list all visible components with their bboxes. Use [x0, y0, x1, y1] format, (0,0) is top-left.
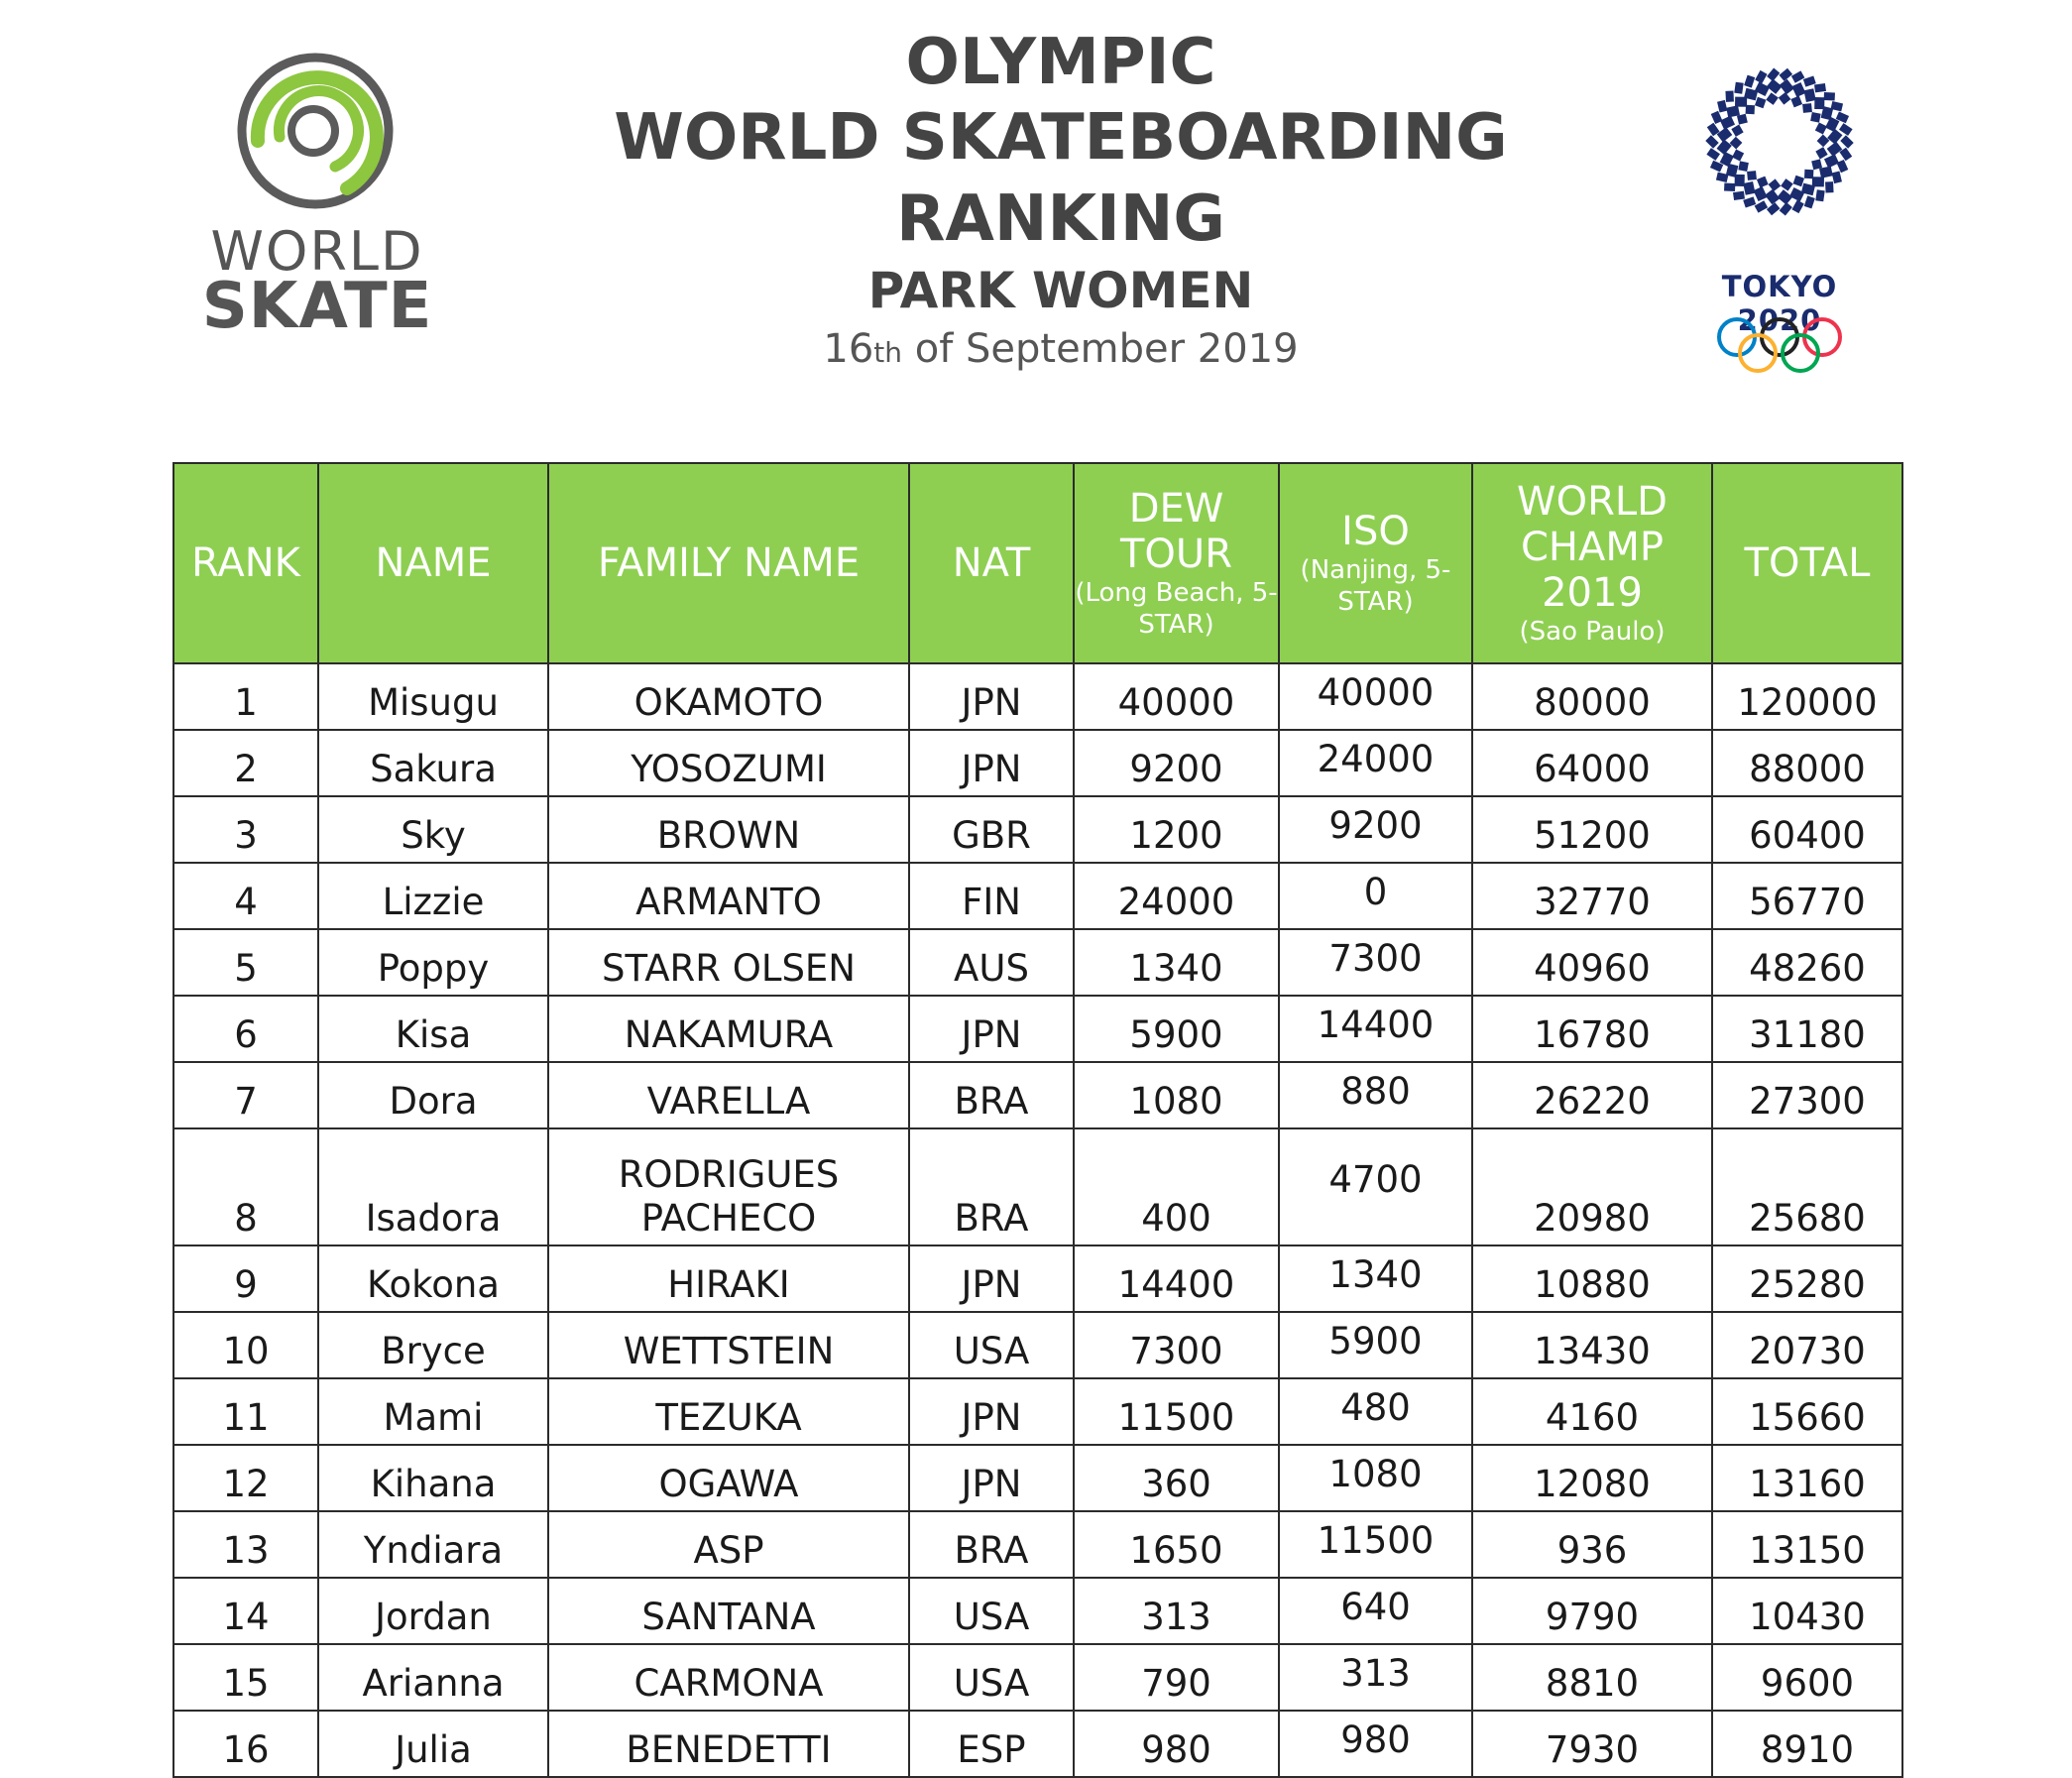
cell-world-champ: 8810: [1472, 1644, 1712, 1711]
cell-rank: 14: [173, 1578, 318, 1644]
emblem-check: [1757, 177, 1769, 188]
emblem-check: [1755, 97, 1766, 108]
cell-world-champ: 10880: [1472, 1245, 1712, 1312]
cell-iso: 9200: [1279, 796, 1472, 863]
cell-world-champ: 20980: [1472, 1128, 1712, 1245]
cell-family-name: WETTSTEIN: [548, 1312, 909, 1378]
cell-dew-tour: 1080: [1074, 1062, 1279, 1128]
cell-iso: 0: [1279, 863, 1472, 929]
emblem-check: [1790, 96, 1802, 108]
emblem-check: [1815, 147, 1827, 159]
table-row: [173, 1378, 1902, 1445]
cell-dew-tour: 360: [1074, 1445, 1279, 1511]
emblem-check: [1803, 88, 1815, 102]
cell-world-champ: 13430: [1472, 1312, 1712, 1378]
cell-name: Mami: [318, 1378, 548, 1445]
world-skate-word-skate: SKATE: [201, 270, 433, 343]
cell-family-name: HIRAKI: [548, 1245, 909, 1312]
cell-family-name: OGAWA: [548, 1445, 909, 1511]
emblem-check: [1732, 149, 1744, 161]
cell-family-name: ASP: [548, 1511, 909, 1578]
cell-iso: 640: [1279, 1578, 1472, 1644]
emblem-check: [1791, 70, 1805, 82]
col-header-iso: [1279, 463, 1472, 663]
emblem-check: [1791, 200, 1803, 214]
cell-world-champ: 40960: [1472, 929, 1712, 996]
cell-total: 20730: [1712, 1312, 1902, 1378]
emblem-check: [1810, 112, 1821, 123]
emblem-check: [1747, 171, 1757, 180]
cell-nat: JPN: [909, 663, 1074, 730]
cell-dew-tour: 7300: [1074, 1312, 1279, 1378]
emblem-check: [1815, 122, 1827, 134]
cell-name: Isadora: [318, 1128, 548, 1245]
emblem-check: [1743, 181, 1755, 195]
emblem-check: [1767, 202, 1781, 215]
cell-name: Sakura: [318, 730, 548, 796]
cell-dew-tour: 1340: [1074, 929, 1279, 996]
cell-total: 8910: [1712, 1711, 1902, 1777]
emblem-check: [1793, 176, 1804, 186]
cell-total: 9600: [1712, 1644, 1902, 1711]
emblem-check: [1791, 82, 1805, 97]
emblem-check: [1780, 68, 1793, 81]
cell-name: Misugu: [318, 663, 548, 730]
cell-nat: JPN: [909, 1378, 1074, 1445]
emblem-check: [1840, 135, 1853, 148]
cell-nat: JPN: [909, 730, 1074, 796]
cell-rank: 5: [173, 929, 318, 996]
emblem-check: [1832, 172, 1842, 184]
world-skate-logo: [198, 50, 436, 343]
title-category: PARK WOMEN: [867, 262, 1254, 319]
col-header-dew-tour: [1074, 463, 1279, 663]
dew-tour-line2: TOUR: [1120, 532, 1232, 577]
cell-nat: BRA: [909, 1128, 1074, 1245]
cell-iso: 1080: [1279, 1445, 1472, 1511]
emblem-check: [1804, 195, 1815, 208]
cell-dew-tour: 1200: [1074, 796, 1279, 863]
cell-nat: USA: [909, 1644, 1074, 1711]
cell-family-name: SANTANA: [548, 1578, 909, 1644]
dew-tour-line1: DEW: [1128, 486, 1224, 532]
cell-nat: USA: [909, 1312, 1074, 1378]
cell-name: Kihana: [318, 1445, 548, 1511]
cell-name: Poppy: [318, 929, 548, 996]
cell-dew-tour: 1650: [1074, 1511, 1279, 1578]
cell-total: 56770: [1712, 863, 1902, 929]
cell-dew-tour: 5900: [1074, 996, 1279, 1062]
emblem-check: [1817, 135, 1830, 148]
emblem-check: [1769, 178, 1782, 191]
cell-world-champ: 936: [1472, 1511, 1712, 1578]
cell-dew-tour: 40000: [1074, 663, 1279, 730]
cell-name: Dora: [318, 1062, 548, 1128]
cell-world-champ: 80000: [1472, 663, 1712, 730]
cell-family-name: BROWN: [548, 796, 909, 863]
cell-nat: USA: [909, 1578, 1074, 1644]
cell-dew-tour: 400: [1074, 1128, 1279, 1245]
world-champ-line1: WORLD: [1517, 479, 1668, 525]
cell-iso: 480: [1279, 1378, 1472, 1445]
cell-name: Sky: [318, 796, 548, 863]
emblem-check: [1824, 92, 1835, 100]
cell-name: Bryce: [318, 1312, 548, 1378]
title-olympic: OLYMPIC: [905, 26, 1216, 99]
cell-total: 48260: [1712, 929, 1902, 996]
cell-rank: 8: [173, 1128, 318, 1245]
world-champ-sub: (Sao Paulo): [1519, 617, 1666, 647]
cell-nat: JPN: [909, 996, 1074, 1062]
cell-nat: BRA: [909, 1062, 1074, 1128]
emblem-check: [1755, 200, 1769, 212]
cell-dew-tour: 9200: [1074, 730, 1279, 796]
cell-total: 13150: [1712, 1511, 1902, 1578]
cell-total: 31180: [1712, 996, 1902, 1062]
emblem-check: [1803, 76, 1816, 87]
emblem-check: [1814, 83, 1826, 92]
tokyo-2020-label: TOKYO 2020: [1721, 270, 1838, 337]
emblem-check: [1815, 189, 1824, 201]
table-row: [173, 1711, 1902, 1777]
cell-world-champ: 32770: [1472, 863, 1712, 929]
emblem-check: [1737, 114, 1748, 125]
cell-world-champ: 16780: [1472, 996, 1712, 1062]
cell-world-champ: 4160: [1472, 1378, 1712, 1445]
cell-family-name: TEZUKA: [548, 1378, 909, 1445]
table-row: [173, 1062, 1902, 1128]
table-row: [173, 1445, 1902, 1511]
emblem-check: [1746, 105, 1755, 114]
cell-nat: GBR: [909, 796, 1074, 863]
title-ranking: WORLD SKATEBOARDING RANKING: [614, 101, 1508, 256]
emblem-check: [1720, 116, 1735, 130]
cell-iso: 24000: [1279, 730, 1472, 796]
cell-rank: 3: [173, 796, 318, 863]
cell-name: Jordan: [318, 1578, 548, 1644]
tokyo-2020-emblem-icon: [1692, 55, 1867, 229]
emblem-check: [1744, 75, 1755, 88]
emblem-check: [1755, 70, 1767, 84]
emblem-check: [1779, 92, 1791, 105]
cell-dew-tour: 24000: [1074, 863, 1279, 929]
cell-family-name: NAKAMURA: [548, 996, 909, 1062]
emblem-check: [1705, 135, 1718, 148]
cell-world-champ: 9790: [1472, 1578, 1712, 1644]
cell-name: Arianna: [318, 1644, 548, 1711]
table-row: [173, 996, 1902, 1062]
emblem-check: [1804, 170, 1813, 178]
tokyo-2020-logo: [1680, 50, 1879, 337]
emblem-check: [1725, 91, 1733, 102]
table-row: [173, 863, 1902, 929]
cell-world-champ: 26220: [1472, 1062, 1712, 1128]
world-skate-word-world: WORLD: [210, 220, 424, 283]
date-ordinal: th: [873, 336, 903, 369]
emblem-check: [1731, 125, 1743, 137]
cell-rank: 10: [173, 1312, 318, 1378]
cell-dew-tour: 790: [1074, 1644, 1279, 1711]
table-row: [173, 1511, 1902, 1578]
cell-name: Yndiara: [318, 1511, 548, 1578]
col-header-total: TOTAL: [1712, 463, 1902, 663]
cell-rank: 16: [173, 1711, 318, 1777]
emblem-check: [1825, 181, 1833, 192]
emblem-check: [1733, 191, 1745, 200]
cell-total: 88000: [1712, 730, 1902, 796]
cell-nat: JPN: [909, 1245, 1074, 1312]
cell-total: 25280: [1712, 1245, 1902, 1312]
cell-nat: AUS: [909, 929, 1074, 996]
ranking-date: [466, 321, 1656, 381]
cell-dew-tour: 14400: [1074, 1245, 1279, 1312]
emblem-check: [1735, 97, 1747, 107]
emblem-check: [1734, 82, 1743, 94]
table-header-row: [173, 463, 1902, 663]
dew-tour-sub: (Long Beach, 5-STAR): [1075, 578, 1278, 640]
cell-iso: 11500: [1279, 1511, 1472, 1578]
cell-rank: 11: [173, 1378, 318, 1445]
cell-rank: 7: [173, 1062, 318, 1128]
emblem-check: [1766, 92, 1779, 105]
page-header-titles: [466, 28, 1656, 381]
table-row: [173, 663, 1902, 730]
cell-iso: 980: [1279, 1711, 1472, 1777]
emblem-check: [1824, 154, 1839, 168]
emblem-check: [1754, 186, 1768, 201]
emblem-check: [1811, 159, 1822, 170]
table-row: [173, 929, 1902, 996]
date-rest: of September 2019: [902, 326, 1299, 372]
olympic-rings-icon: [1715, 315, 1844, 375]
cell-family-name: BENEDETTI: [548, 1711, 909, 1777]
cell-iso: 40000: [1279, 663, 1472, 730]
emblem-check: [1781, 178, 1793, 191]
date-day: 16: [823, 326, 874, 372]
cell-total: 120000: [1712, 663, 1902, 730]
emblem-check: [1706, 148, 1720, 161]
cell-iso: 7300: [1279, 929, 1472, 996]
cell-nat: JPN: [909, 1445, 1074, 1511]
cell-name: Kokona: [318, 1245, 548, 1312]
cell-iso: 313: [1279, 1644, 1472, 1711]
cell-nat: BRA: [909, 1511, 1074, 1578]
cell-rank: 9: [173, 1245, 318, 1312]
emblem-check: [1827, 129, 1842, 145]
col-header-rank: RANK: [173, 463, 318, 663]
ranking-table: [173, 462, 1903, 1778]
cell-iso: 1340: [1279, 1245, 1472, 1312]
cell-total: 60400: [1712, 796, 1902, 863]
family-name-text: RODRIGUES PACHECO: [618, 1153, 840, 1240]
cell-rank: 12: [173, 1445, 318, 1511]
col-header-world-champ: [1472, 463, 1712, 663]
cell-dew-tour: 980: [1074, 1711, 1279, 1777]
cell-total: 27300: [1712, 1062, 1902, 1128]
cell-world-champ: 7930: [1472, 1711, 1712, 1777]
iso-line1: ISO: [1341, 509, 1410, 554]
cell-name: Julia: [318, 1711, 548, 1777]
cell-total: 10430: [1712, 1578, 1902, 1644]
world-skate-swirl-icon: [228, 50, 406, 218]
cell-name: Lizzie: [318, 863, 548, 929]
cell-iso: 14400: [1279, 996, 1472, 1062]
table-row: [173, 1245, 1902, 1312]
col-header-name: NAME: [318, 463, 548, 663]
cell-family-name: ARMANTO: [548, 863, 909, 929]
table-row: [173, 1578, 1902, 1644]
col-header-family-name: FAMILY NAME: [548, 463, 909, 663]
cell-nat: ESP: [909, 1711, 1074, 1777]
cell-iso: 5900: [1279, 1312, 1472, 1378]
emblem-check: [1814, 97, 1824, 109]
cell-iso: 4700: [1279, 1128, 1472, 1245]
cell-rank: 4: [173, 863, 318, 929]
cell-world-champ: 51200: [1472, 796, 1712, 863]
table-row: [173, 1644, 1902, 1711]
emblem-check: [1777, 189, 1792, 204]
cell-rank: 2: [173, 730, 318, 796]
cell-family-name: VARELLA: [548, 1062, 909, 1128]
table-row: [173, 1128, 1902, 1245]
col-header-nat: NAT: [909, 463, 1074, 663]
emblem-check: [1724, 183, 1735, 191]
cell-rank: 6: [173, 996, 318, 1062]
emblem-check: [1730, 137, 1743, 150]
cell-family-name: YOSOZUMI: [548, 730, 909, 796]
cell-world-champ: 12080: [1472, 1445, 1712, 1511]
world-champ-line2: CHAMP 2019: [1520, 525, 1664, 616]
table-row: [173, 1312, 1902, 1378]
emblem-check: [1735, 175, 1745, 186]
emblem-check: [1717, 100, 1727, 113]
cell-dew-tour: 313: [1074, 1578, 1279, 1644]
cell-dew-tour: 11500: [1074, 1378, 1279, 1445]
cell-rank: 15: [173, 1644, 318, 1711]
cell-name: Kisa: [318, 996, 548, 1062]
cell-nat: FIN: [909, 863, 1074, 929]
emblem-check: [1738, 161, 1749, 172]
cell-family-name: STARR OLSEN: [548, 929, 909, 996]
cell-total: 25680: [1712, 1128, 1902, 1245]
cell-rank: 13: [173, 1511, 318, 1578]
cell-family-name: [548, 1128, 909, 1245]
emblem-check: [1839, 123, 1853, 136]
table-row: [173, 730, 1902, 796]
emblem-check: [1743, 196, 1756, 207]
cell-total: 13160: [1712, 1445, 1902, 1511]
cell-iso: 880: [1279, 1062, 1472, 1128]
cell-rank: 1: [173, 663, 318, 730]
cell-total: 15660: [1712, 1378, 1902, 1445]
cell-family-name: OKAMOTO: [548, 663, 909, 730]
emblem-check: [1802, 103, 1812, 113]
cell-world-champ: 64000: [1472, 730, 1712, 796]
table-row: [173, 796, 1902, 863]
emblem-check: [1812, 177, 1824, 186]
emblem-check: [1767, 79, 1783, 94]
emblem-check: [1717, 139, 1732, 155]
cell-family-name: CARMONA: [548, 1644, 909, 1711]
iso-sub: (Nanjing, 5-STAR): [1300, 555, 1451, 617]
